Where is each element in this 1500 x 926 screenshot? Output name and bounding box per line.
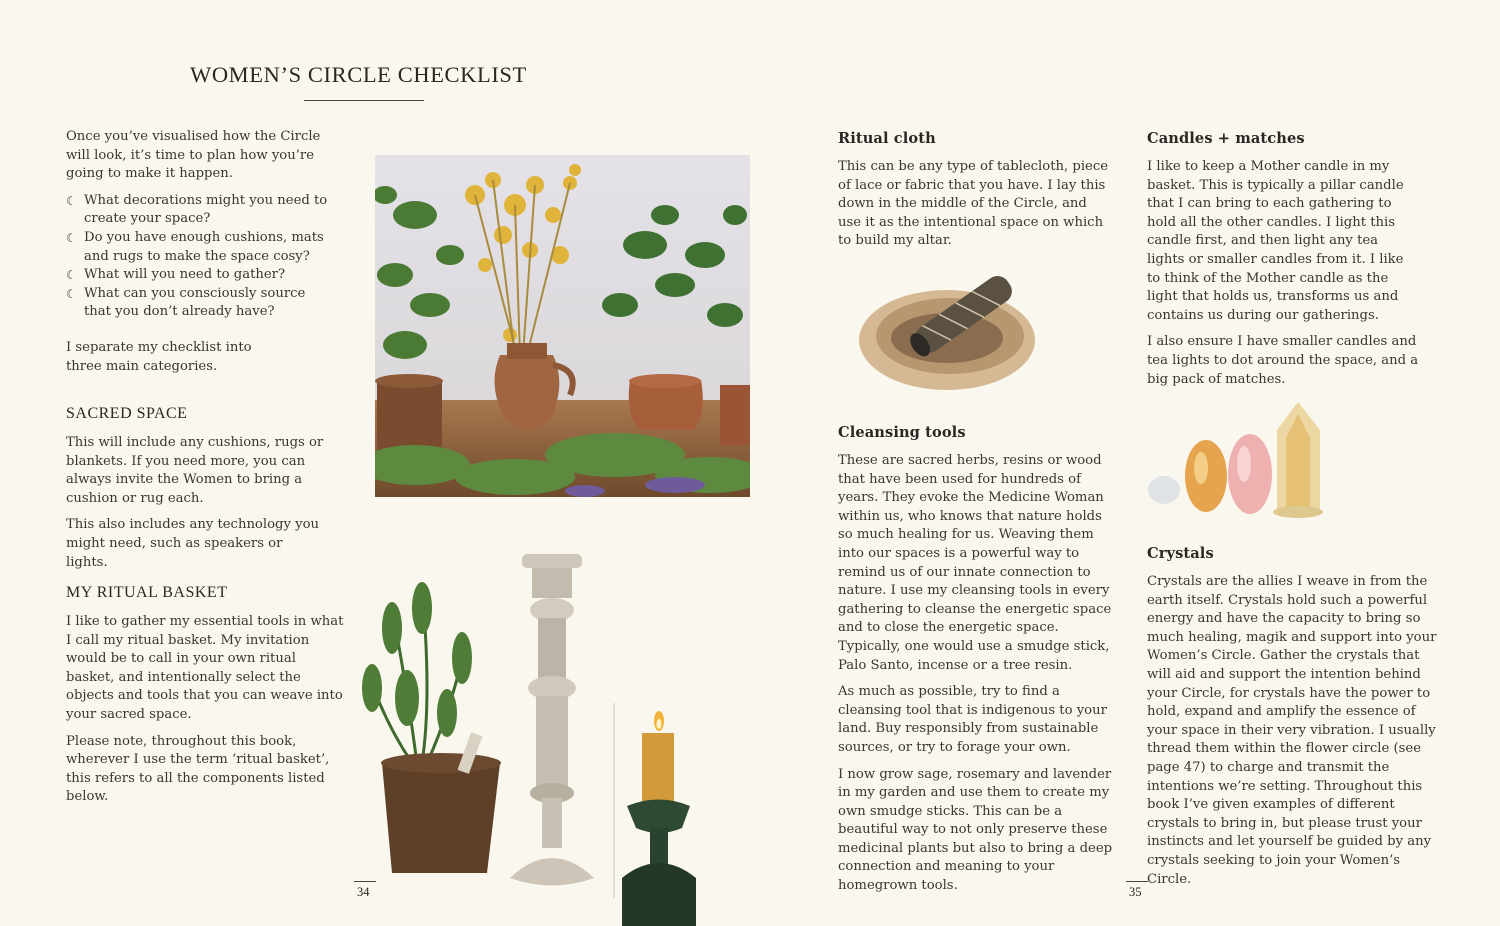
crystals-heading: Crystals [1147, 545, 1214, 562]
crescent-moon-icon: ☾ [66, 193, 77, 208]
intro-paragraph: Once you’ve visualised how the Circle will look, it’s time to plan how you’re going to make it happen. [66, 129, 321, 182]
tea-lights-paragraph: I also ensure I have smaller candles and tea lights to dot around the space, and a big pack of matches. [1147, 334, 1419, 387]
cleansing-tools-paragraph: These are sacred herbs, resins or wood that have been used for hundreds of years. They evoke the Medicine Woman within us, who knows that nature holds so much healing for us. Weaving them into our spaces is a powerful way to remind us of our innate connection to nature. I use my cleansing tools in every gathering to cleanse the energetic space and to close the energetic space. Typically, one would use a smudge stick, Palo Santo, incense or a tree resin. [838, 453, 1112, 673]
ritual-basket-heading: MY RITUAL BASKET [66, 584, 228, 601]
cleansing-tools-heading: Cleansing tools [838, 424, 966, 441]
homegrown-paragraph: I now grow sage, rosemary and lavender in my garden and use them to create my own smudge sticks. This can be a beautiful way to not only preserve these medicinal plants but also to bring a deep connection and meaning to your homegrown tools. [838, 766, 1113, 894]
sacred-space-paragraph: This will include any cushions, rugs or blankets. If you need more, you can always invite the Women to bring a cushion or rug each. [66, 435, 324, 506]
list-item: ☾ What will you need to gather? [66, 266, 331, 285]
list-item: ☾ What can you consciously source that you don’t already have? [66, 285, 306, 320]
crescent-moon-icon: ☾ [66, 268, 77, 283]
ritual-cloth-paragraph: This can be any type of tablecloth, piece of lace or fabric that you have. I lay this down in the middle of the Circle, and use it as the intentional space on which to build my altar. [838, 159, 1109, 249]
crescent-moon-icon: ☾ [66, 286, 77, 301]
title-underline [304, 100, 424, 101]
intro-block [66, 128, 331, 330]
list-item: ☾ Do you have enough cushions, mats and rugs to make the space cosy? [66, 229, 324, 264]
page-number-left: 34 [357, 885, 370, 899]
candle-plant-photo [352, 548, 742, 926]
sacred-space-heading: SACRED SPACE [66, 405, 188, 422]
crescent-moon-icon: ☾ [66, 230, 77, 245]
mother-candle-paragraph: I like to keep a Mother candle in my basket. This is typically a pillar candle that I can bring to each gathering to hold all the other candles. I light this candle first, and then light any tea lights or smaller candles from it. I like to think of the Mother candle as the light that holds us, transforms us and contains us during our gatherings. [1147, 159, 1404, 323]
page-number-rule [1126, 881, 1148, 882]
ritual-basket-note: Please note, throughout this book, wherever I use the term ‘ritual basket’, this refers to all the components listed below. [66, 733, 330, 805]
page-number-right: 35 [1129, 885, 1142, 899]
smudge-shell-photo [855, 258, 1040, 398]
ritual-basket-block [66, 613, 348, 815]
technology-paragraph: This also includes any technology you might need, such as speakers or lights. [66, 517, 319, 570]
plants-photo [375, 155, 750, 497]
crystals-photo [1146, 398, 1346, 522]
indigenous-paragraph: As much as possible, try to find a cleansing tool that is indigenous to your land. Buy responsibly from sustainable sources, or try to forage your own. [838, 684, 1107, 755]
sacred-space-block [66, 434, 328, 580]
crystals-paragraph: Crystals are the allies I weave in from the earth itself. Crystals hold such a powerful energy and have the capacity to bring so much healing, magik and support into your Women’s Circle. Gather the crystals that will aid and support the intention behind your Circle, for crystals have the power to hold, expand and amplify the essence of your space in their very vibration. I usually thread them within the flower circle (see page 47) to charge and transmit the intentions we’re setting. Throughout this book I’ve given examples of different crystals to bring in, but please trust your instincts and let yourself be guided by any crystals seeking to join your Women’s Circle. [1147, 574, 1437, 887]
ritual-cloth-heading: Ritual cloth [838, 130, 936, 147]
candles-block [1147, 158, 1419, 397]
page-number-rule [354, 881, 376, 882]
separate-paragraph: I separate my checklist into three main categories. [66, 340, 252, 374]
question-list [66, 192, 331, 322]
ritual-basket-paragraph: I like to gather my essential tools in what I call my ritual basket. My invitation would be to call in your own ritual basket, and intentionally select the objects and tools that you can weave into your sacred space. [66, 614, 344, 722]
candles-heading: Candles + matches [1147, 130, 1305, 147]
page-title: WOMEN’S CIRCLE CHECKLIST [190, 62, 527, 87]
list-item: ☾ What decorations might you need to create your space? [66, 192, 328, 227]
cleansing-tools-block [838, 452, 1120, 904]
